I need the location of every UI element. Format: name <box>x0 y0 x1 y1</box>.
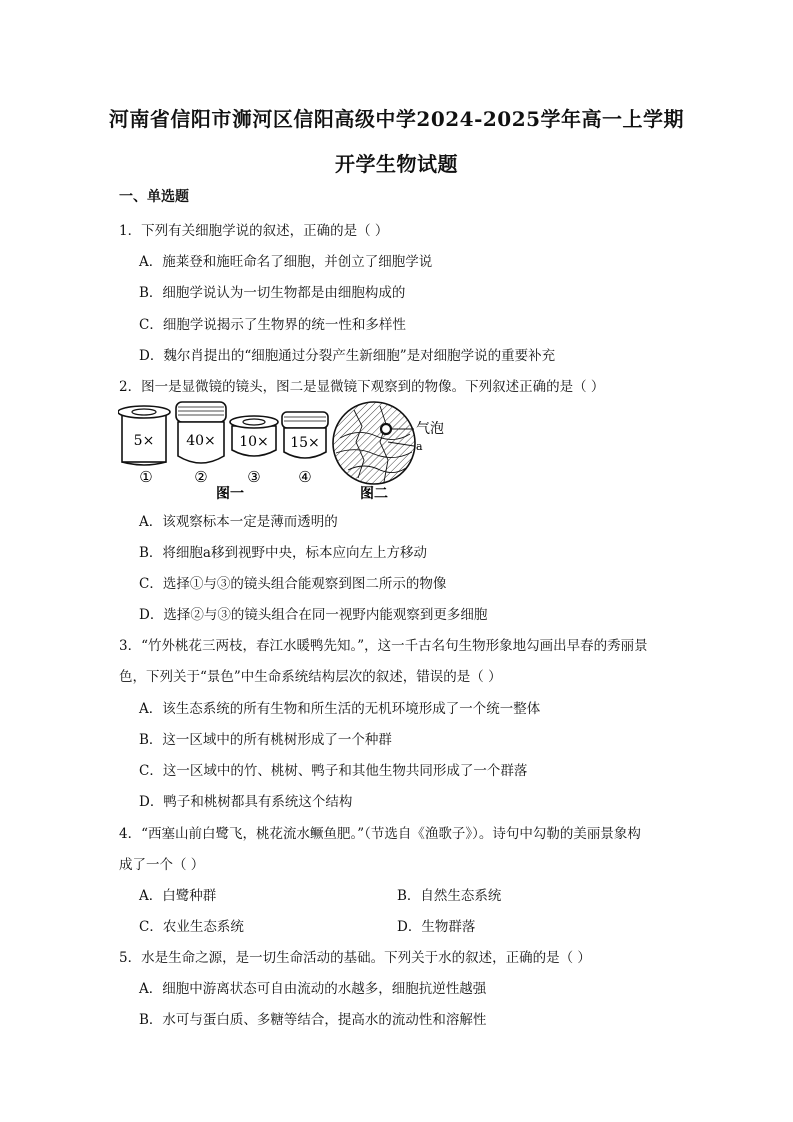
bubble-label: 气泡 <box>416 421 444 437</box>
q4-stem-line-2: 成了一个（ ） <box>119 857 205 873</box>
q5-option-b: B．水可与蛋白质、多糖等结合，提高水的流动性和溶解性 <box>139 1012 487 1028</box>
q3-stem-line-2: 色，下列关于“景色”中生命系统结构层次的叙述，错误的是（ ） <box>119 669 502 685</box>
lens-number-1: ① <box>139 468 153 486</box>
q4-stem-line-1: 4．“西塞山前白鹭飞，桃花流水鳜鱼肥。”（节选自《渔歌子》）。诗句中勾勒的美丽景象构 <box>119 826 641 842</box>
q2-option-c: C．选择①与③的镜头组合能观察到图二所示的物像 <box>139 576 447 592</box>
q1-option-d: D．魏尔肖提出的“细胞通过分裂产生新细胞”是对细胞学说的重要补充 <box>139 348 556 364</box>
title-line-1: 河南省信阳市浉河区信阳高级中学2024-2025学年高一上学期 <box>108 107 685 131</box>
q3-option-a: A．该生态系统的所有生物和所生活的无机环境形成了一个统一整体 <box>139 701 541 717</box>
q3-option-c: C．这一区域中的竹、桃树、鸭子和其他生物共同形成了一个群落 <box>139 763 528 779</box>
q1-option-a: A．施莱登和施旺命名了细胞，并创立了细胞学说 <box>139 254 433 270</box>
q2-stem: 2．图一是显微镜的镜头，图二是显微镜下观察到的物像。下列叙述正确的是（ ） <box>119 379 605 395</box>
lens-number-3: ③ <box>247 468 261 486</box>
q4-option-c: C．农业生态系统 <box>139 919 244 935</box>
lens-label-1: 5× <box>133 433 155 449</box>
lens-label-4: 15× <box>290 435 320 451</box>
q2-option-d: D．选择②与③的镜头组合在同一视野内能观察到更多细胞 <box>139 607 488 623</box>
q4-option-a: A．白鹭种群 <box>139 888 217 904</box>
microscope-field-of-view <box>333 402 415 484</box>
cell-a-label: a <box>416 440 423 453</box>
q2-option-a: A．该观察标本一定是薄而透明的 <box>139 514 338 530</box>
q5-stem: 5．水是生命之源，是一切生命活动的基础。下列关于水的叙述，正确的是（ ） <box>119 950 591 966</box>
section-heading: 一、单选题 <box>119 189 189 205</box>
q5-option-a: A．细胞中游离状态可自由流动的水越多，细胞抗逆性越强 <box>139 981 487 997</box>
q3-option-d: D．鸭子和桃树都具有系统这个结构 <box>139 794 353 810</box>
q3-option-b: B．这一区域中的所有桃树形成了一个种群 <box>139 732 392 748</box>
lens-number-4: ④ <box>298 468 312 486</box>
figure-1-caption: 图一 <box>216 486 244 502</box>
q1-stem: 1．下列有关细胞学说的叙述，正确的是（ ） <box>119 223 389 239</box>
q4-option-d: D．生物群落 <box>397 919 476 935</box>
lens-label-2: 40× <box>186 433 216 449</box>
q1-option-c: C．细胞学说揭示了生物界的统一性和多样性 <box>139 317 406 333</box>
q2-option-b: B．将细胞a移到视野中央，标本应向左上方移动 <box>139 545 427 561</box>
title-line-2: 开学生物试题 <box>335 152 458 176</box>
q1-option-b: B．细胞学说认为一切生物都是由细胞构成的 <box>139 285 406 301</box>
lens-number-2: ② <box>194 468 208 486</box>
figure-2-caption: 图二 <box>360 486 388 502</box>
lens-label-3: 10× <box>239 434 269 450</box>
q4-option-b: B．自然生态系统 <box>397 888 502 904</box>
q2-figure <box>118 398 458 502</box>
q3-stem-line-1: 3．“竹外桃花三两枝，春江水暖鸭先知。”，这一千古名句生物形象地勾画出早春的秀丽景 <box>119 638 648 654</box>
